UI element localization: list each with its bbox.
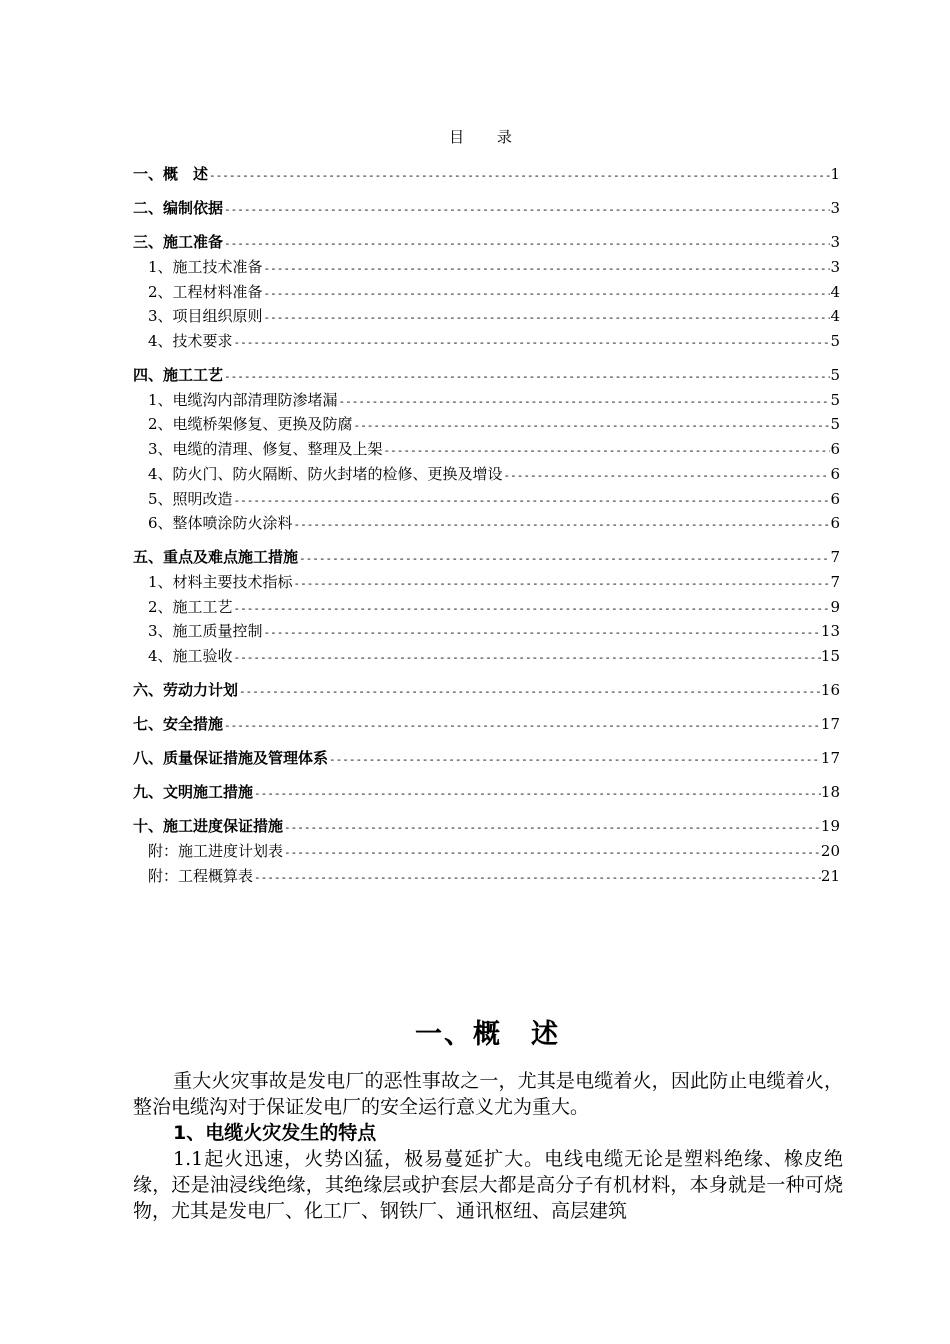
toc-leader <box>353 414 831 439</box>
toc-entry-page: 17 <box>820 714 840 733</box>
toc-entry-label: 1、材料主要技术指标 <box>148 572 293 591</box>
toc-subentry[interactable] <box>133 570 840 595</box>
toc-leader <box>223 231 830 256</box>
toc-entry-label: 四、施工工艺 <box>133 365 224 384</box>
toc-entry-label: 4、防火门、防火隔断、防火封堵的检修、更换及增设 <box>148 464 503 483</box>
toc-subentry[interactable] <box>133 329 840 354</box>
toc-subentry[interactable] <box>133 511 840 536</box>
toc-entry-page: 3 <box>830 199 840 217</box>
toc-entry-page: 6 <box>830 440 840 459</box>
toc-subentry[interactable] <box>133 487 840 512</box>
toc-entry-page: 7 <box>830 547 840 566</box>
toc-entry-label: 1、电缆沟内部清理防渗堵漏 <box>148 390 338 409</box>
toc-leader <box>283 815 821 840</box>
toc-entry[interactable] <box>133 196 840 221</box>
toc-title: 目 录 <box>449 128 526 146</box>
toc-entry-page: 16 <box>820 680 840 699</box>
toc-leader <box>223 713 821 738</box>
toc-entry[interactable] <box>133 230 840 255</box>
toc-entry-page: 17 <box>820 748 840 767</box>
intro-paragraph: 重大火灾事故是发电厂的恶性事故之一，尤其是电缆着火，因此防止电缆着火，整治电缆沟对于保证发电厂的安全运行意义尤为重大。 <box>133 1070 843 1118</box>
toc-leader <box>293 513 831 538</box>
subsection-heading: 1、电缆火灾发生的特点 <box>173 1122 377 1144</box>
toc-leader <box>233 331 831 356</box>
toc-entry-label: 1、施工技术准备 <box>148 258 263 276</box>
toc-entry[interactable] <box>133 363 840 388</box>
toc-leader <box>238 679 821 704</box>
toc-entry-page: 13 <box>820 622 840 641</box>
body-paragraph: 1.1起火迅速，火势凶猛，极易蔓延扩大。电线电缆无论是塑料绝缘、橡皮绝缘，还是油浸线绝缘，其绝缘层或护套层大都是高分子有机材料，本身就是一种可烧物，尤其是发电厂、化工厂、钢铁厂、通讯枢纽、高层建筑 <box>133 1148 843 1222</box>
toc-entry[interactable] <box>133 780 840 805</box>
toc-leader <box>223 197 830 222</box>
toc-entry-label: 4、施工验收 <box>148 646 233 665</box>
toc-entry-label: 2、工程材料准备 <box>148 282 263 301</box>
toc-entry-page: 4 <box>830 282 840 301</box>
toc-subentry[interactable] <box>133 595 840 620</box>
toc-entry-label: 附：工程概算表 <box>148 866 254 885</box>
toc-leader <box>383 439 831 464</box>
toc-leader <box>208 163 830 188</box>
toc-entry-page: 5 <box>830 332 840 351</box>
toc-entry-label: 2、施工工艺 <box>148 597 233 616</box>
toc-subentry[interactable] <box>133 462 840 487</box>
toc-leader <box>328 747 821 772</box>
toc-leader <box>293 572 831 597</box>
toc-leader <box>253 865 821 890</box>
toc-leader <box>233 597 831 622</box>
toc-entry-label: 一、概 述 <box>133 165 209 183</box>
toc-leader <box>263 282 831 307</box>
toc-subentry[interactable] <box>133 388 840 413</box>
toc-entry-page: 3 <box>830 258 840 276</box>
toc-entry-label: 6、整体喷涂防火涂料 <box>148 514 293 533</box>
toc-leader <box>233 489 831 514</box>
toc-entry-page: 19 <box>820 816 840 835</box>
toc-leader <box>263 257 831 282</box>
toc-entry-label: 九、文明施工措施 <box>133 782 254 801</box>
toc-entry-page: 1 <box>830 165 840 183</box>
toc-leader <box>223 364 830 389</box>
toc-entry-page: 15 <box>820 646 840 665</box>
toc-entry-page: 20 <box>820 841 840 860</box>
toc-entry-page: 3 <box>830 233 840 251</box>
toc-entry-page: 9 <box>830 597 840 616</box>
table-of-contents <box>133 162 840 889</box>
toc-entry-page: 6 <box>830 489 840 508</box>
toc-entry-page: 6 <box>830 464 840 483</box>
toc-entry-page: 5 <box>830 365 840 384</box>
toc-entry-label: 5、照明改造 <box>148 489 233 508</box>
toc-leader <box>338 390 831 415</box>
toc-subentry[interactable] <box>133 280 840 305</box>
toc-entry-label: 4、技术要求 <box>148 332 233 351</box>
toc-entry[interactable] <box>133 712 840 737</box>
toc-entry-page: 5 <box>830 415 840 434</box>
toc-appendix-entry[interactable] <box>133 864 840 889</box>
toc-leader <box>253 781 821 806</box>
toc-entry-page: 5 <box>830 390 840 409</box>
toc-entry-page: 18 <box>820 782 840 801</box>
toc-subentry[interactable] <box>133 412 840 437</box>
toc-subentry[interactable] <box>133 619 840 644</box>
toc-subentry[interactable] <box>133 255 840 280</box>
toc-entry-label: 附：施工进度计划表 <box>148 841 284 860</box>
toc-leader <box>298 546 830 571</box>
toc-entry-label: 3、施工质量控制 <box>148 622 263 641</box>
toc-entry-label: 七、安全措施 <box>133 714 224 733</box>
toc-entry-page: 7 <box>830 572 840 591</box>
toc-entry-label: 3、电缆的清理、修复、整理及上架 <box>148 440 383 459</box>
toc-entry-page: 6 <box>830 514 840 533</box>
toc-entry-label: 十、施工进度保证措施 <box>133 816 284 835</box>
section-heading: 一、概 述 <box>415 1019 560 1050</box>
toc-subentry[interactable] <box>133 437 840 462</box>
toc-entry[interactable] <box>133 162 840 187</box>
toc-entry-label: 八、质量保证措施及管理体系 <box>133 748 329 767</box>
toc-entry-label: 五、重点及难点施工措施 <box>133 547 299 566</box>
section-body <box>133 1068 843 1224</box>
toc-entry[interactable] <box>133 814 840 839</box>
toc-entry-page: 4 <box>830 307 840 326</box>
toc-entry-label: 六、劳动力计划 <box>133 680 239 699</box>
toc-leader <box>263 306 831 331</box>
toc-entry[interactable] <box>133 545 840 570</box>
toc-entry-label: 3、项目组织原则 <box>148 307 263 326</box>
toc-entry-page: 21 <box>820 866 840 885</box>
toc-entry-label: 三、施工准备 <box>133 233 224 251</box>
toc-leader <box>233 646 821 671</box>
toc-entry[interactable] <box>133 678 840 703</box>
toc-entry[interactable] <box>133 746 840 771</box>
toc-entry-label: 二、编制依据 <box>133 199 224 217</box>
toc-leader <box>283 840 821 865</box>
toc-subentry[interactable] <box>133 304 840 329</box>
toc-leader <box>503 464 831 489</box>
toc-entry-label: 2、电缆桥架修复、更换及防腐 <box>148 415 353 434</box>
toc-subentry[interactable] <box>133 644 840 669</box>
toc-leader <box>263 621 821 646</box>
toc-appendix-entry[interactable] <box>133 839 840 864</box>
